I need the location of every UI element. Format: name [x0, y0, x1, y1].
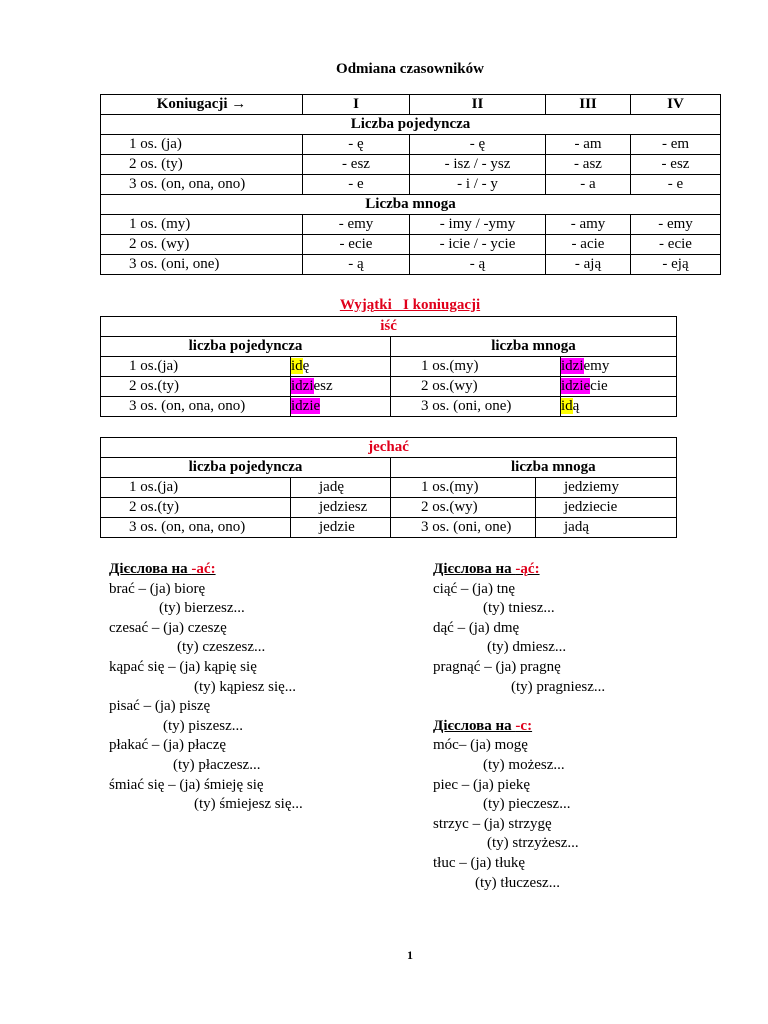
ending-cell: - a [546, 175, 631, 195]
person-cell: 2 os. (wy) [101, 235, 303, 255]
verb-line: ciąć – (ja) tnę [433, 580, 516, 597]
verb-line: śmiać się – (ja) śmieję się [109, 776, 264, 793]
verb-line: móc– (ja) mogę [433, 737, 528, 754]
verb-line: pisać – (ja) piszę [109, 698, 211, 715]
person-cell: 1 os. (ja) [101, 135, 303, 155]
verb-line: (ty) płaczesz... [173, 756, 261, 773]
table-row [101, 255, 721, 275]
ending-cell: - ą [410, 255, 546, 275]
table-row [101, 478, 677, 498]
person-cell: 2 os.(wy) [391, 498, 536, 518]
verb-line: czesać – (ja) czeszę [109, 619, 227, 636]
heading-suffix: -ać: [191, 561, 216, 577]
verb-line: kąpać się – (ja) kąpię się [109, 658, 257, 675]
form-cell [291, 357, 391, 377]
verb-line: piec – (ja) piekę [433, 776, 531, 793]
person-cell: 3 os. (oni, one) [101, 255, 303, 275]
form-cell [561, 377, 677, 397]
section-label-singular: Liczba pojedyncza [101, 115, 721, 135]
verb-line: (ty) bierzesz... [159, 600, 245, 617]
ending-cell: - amy [546, 215, 631, 235]
page-number: 1 [407, 948, 413, 962]
ending-cell: - ecie [303, 235, 410, 255]
section-label-plural: Liczba mnoga [101, 195, 721, 215]
stem-highlight: id [291, 358, 303, 374]
table-row [101, 155, 721, 175]
person-cell: 3 os. (on, ona, ono) [101, 518, 291, 538]
ending-cell: - esz [631, 155, 721, 175]
left-verb-list [109, 560, 303, 815]
header-cell: IV [631, 95, 721, 115]
verb-line: (ty) pieczesz... [483, 796, 571, 813]
person-cell: 3 os. (on, ona, ono) [101, 175, 303, 195]
ending-text: cie [590, 378, 608, 394]
ending-cell: - asz [546, 155, 631, 175]
verb-line: (ty) tłuczesz... [475, 874, 560, 891]
verb-line: dąć – (ja) dmę [433, 619, 520, 636]
heading-suffix: -c: [515, 717, 533, 734]
stem-highlight: idzi [291, 378, 314, 394]
form-cell [291, 377, 391, 397]
verb-title: iść [101, 317, 677, 337]
person-cell: 1 os.(ja) [101, 357, 291, 377]
verb-line: (ty) kąpiesz się... [194, 678, 297, 695]
isc-table [100, 316, 677, 417]
verb-line: (ty) piszesz... [163, 717, 243, 734]
heading-text: Дієслова на [433, 717, 516, 734]
exceptions-title: Wyjątki I koniugacji [339, 297, 481, 313]
ending-cell: - esz [303, 155, 410, 175]
section-heading [433, 717, 605, 737]
verb-line: strzyc – (ja) strzygę [433, 815, 552, 832]
person-cell: 3 os. (oni, one) [391, 397, 561, 417]
ending-cell: - ę [303, 135, 410, 155]
table-row [101, 397, 677, 417]
verb-line: pragnąć – (ja) pragnę [433, 658, 561, 675]
ending-cell: - ę [410, 135, 546, 155]
person-cell: 1 os.(my) [391, 478, 536, 498]
page-title: Odmiana czasowników [336, 61, 484, 77]
verb-line: (ty) możesz... [483, 756, 565, 773]
stem-highlight: idzie [561, 378, 591, 394]
ending-cell: - ają [546, 255, 631, 275]
table-row [101, 518, 677, 538]
person-cell: 1 os. (my) [101, 215, 303, 235]
person-cell: 2 os.(ty) [101, 498, 291, 518]
jechac-table [100, 437, 677, 538]
person-cell: 1 os.(ja) [101, 478, 291, 498]
stem-highlight: idzi [561, 358, 584, 374]
ending-cell: - emy [303, 215, 410, 235]
ending-cell: - e [631, 175, 721, 195]
ending-cell: - icie / - ycie [410, 235, 546, 255]
ending-cell: - eją [631, 255, 721, 275]
ending-text: ą [572, 398, 580, 414]
verb-line: płakać – (ja) płaczę [109, 737, 227, 754]
heading-suffix: -ąć: [515, 561, 540, 577]
ending-cell: - am [546, 135, 631, 155]
heading-text: Дієслова на [109, 561, 192, 577]
verb-title: jechać [101, 438, 677, 458]
table-row [101, 215, 721, 235]
person-cell: 2 os.(wy) [391, 377, 561, 397]
stem-highlight: idzie [291, 398, 321, 414]
ending-text: ę [302, 358, 310, 374]
ending-cell: - i / - y [410, 175, 546, 195]
section-heading [433, 560, 605, 580]
verb-line: (ty) pragniesz... [511, 678, 606, 695]
ending-text: emy [583, 358, 610, 374]
singular-header: liczba pojedyncza [101, 458, 391, 478]
form-cell: jadę [291, 478, 391, 498]
form-cell: jedziemy [536, 478, 677, 498]
heading-text: Дієслова на [433, 561, 516, 577]
header-cell: I [303, 95, 410, 115]
table-row [101, 357, 677, 377]
ending-cell: - ecie [631, 235, 721, 255]
header-cell: Koniugacji → [101, 95, 303, 115]
verb-line: (ty) strzyżesz... [487, 835, 579, 852]
singular-header: liczba pojedyncza [101, 337, 391, 357]
table-row [101, 235, 721, 255]
ending-cell: - emy [631, 215, 721, 235]
form-cell [561, 397, 677, 417]
person-cell: 3 os. (on, ona, ono) [101, 397, 291, 417]
person-cell: 2 os.(ty) [101, 377, 291, 397]
person-cell: 2 os. (ty) [101, 155, 303, 175]
verb-line: tłuc – (ja) tłukę [433, 854, 526, 871]
verb-line: (ty) tniesz... [483, 600, 555, 617]
form-cell: jedziesz [291, 498, 391, 518]
header-cell: II [410, 95, 546, 115]
table-row [101, 175, 721, 195]
table-header-row [101, 95, 721, 115]
form-cell: jedzie [291, 518, 391, 538]
verb-line: (ty) czeszesz... [177, 639, 266, 656]
form-cell [561, 357, 677, 377]
right-verb-list [433, 560, 605, 893]
ending-text: esz [313, 378, 333, 394]
ending-cell: - em [631, 135, 721, 155]
verb-line: brać – (ja) biorę [109, 580, 206, 597]
section-heading [109, 560, 303, 580]
person-cell: 3 os. (oni, one) [391, 518, 536, 538]
form-cell: jedziecie [536, 498, 677, 518]
plural-header: liczba mnoga [391, 458, 677, 478]
ending-cell: - acie [546, 235, 631, 255]
stem-highlight: id [561, 398, 573, 414]
form-cell: jadą [536, 518, 677, 538]
person-cell: 1 os.(my) [391, 357, 561, 377]
plural-header: liczba mnoga [391, 337, 677, 357]
conjugation-table [100, 94, 721, 275]
table-row [101, 377, 677, 397]
ending-cell: - imy / -ymy [410, 215, 546, 235]
verb-line: (ty) śmiejesz się... [194, 796, 303, 813]
header-cell: III [546, 95, 631, 115]
ending-cell: - e [303, 175, 410, 195]
table-row [101, 498, 677, 518]
table-row [101, 135, 721, 155]
ending-cell: - ą [303, 255, 410, 275]
form-cell [291, 397, 391, 417]
verb-line: (ty) dmiesz... [487, 639, 567, 656]
ending-cell: - isz / - ysz [410, 155, 546, 175]
